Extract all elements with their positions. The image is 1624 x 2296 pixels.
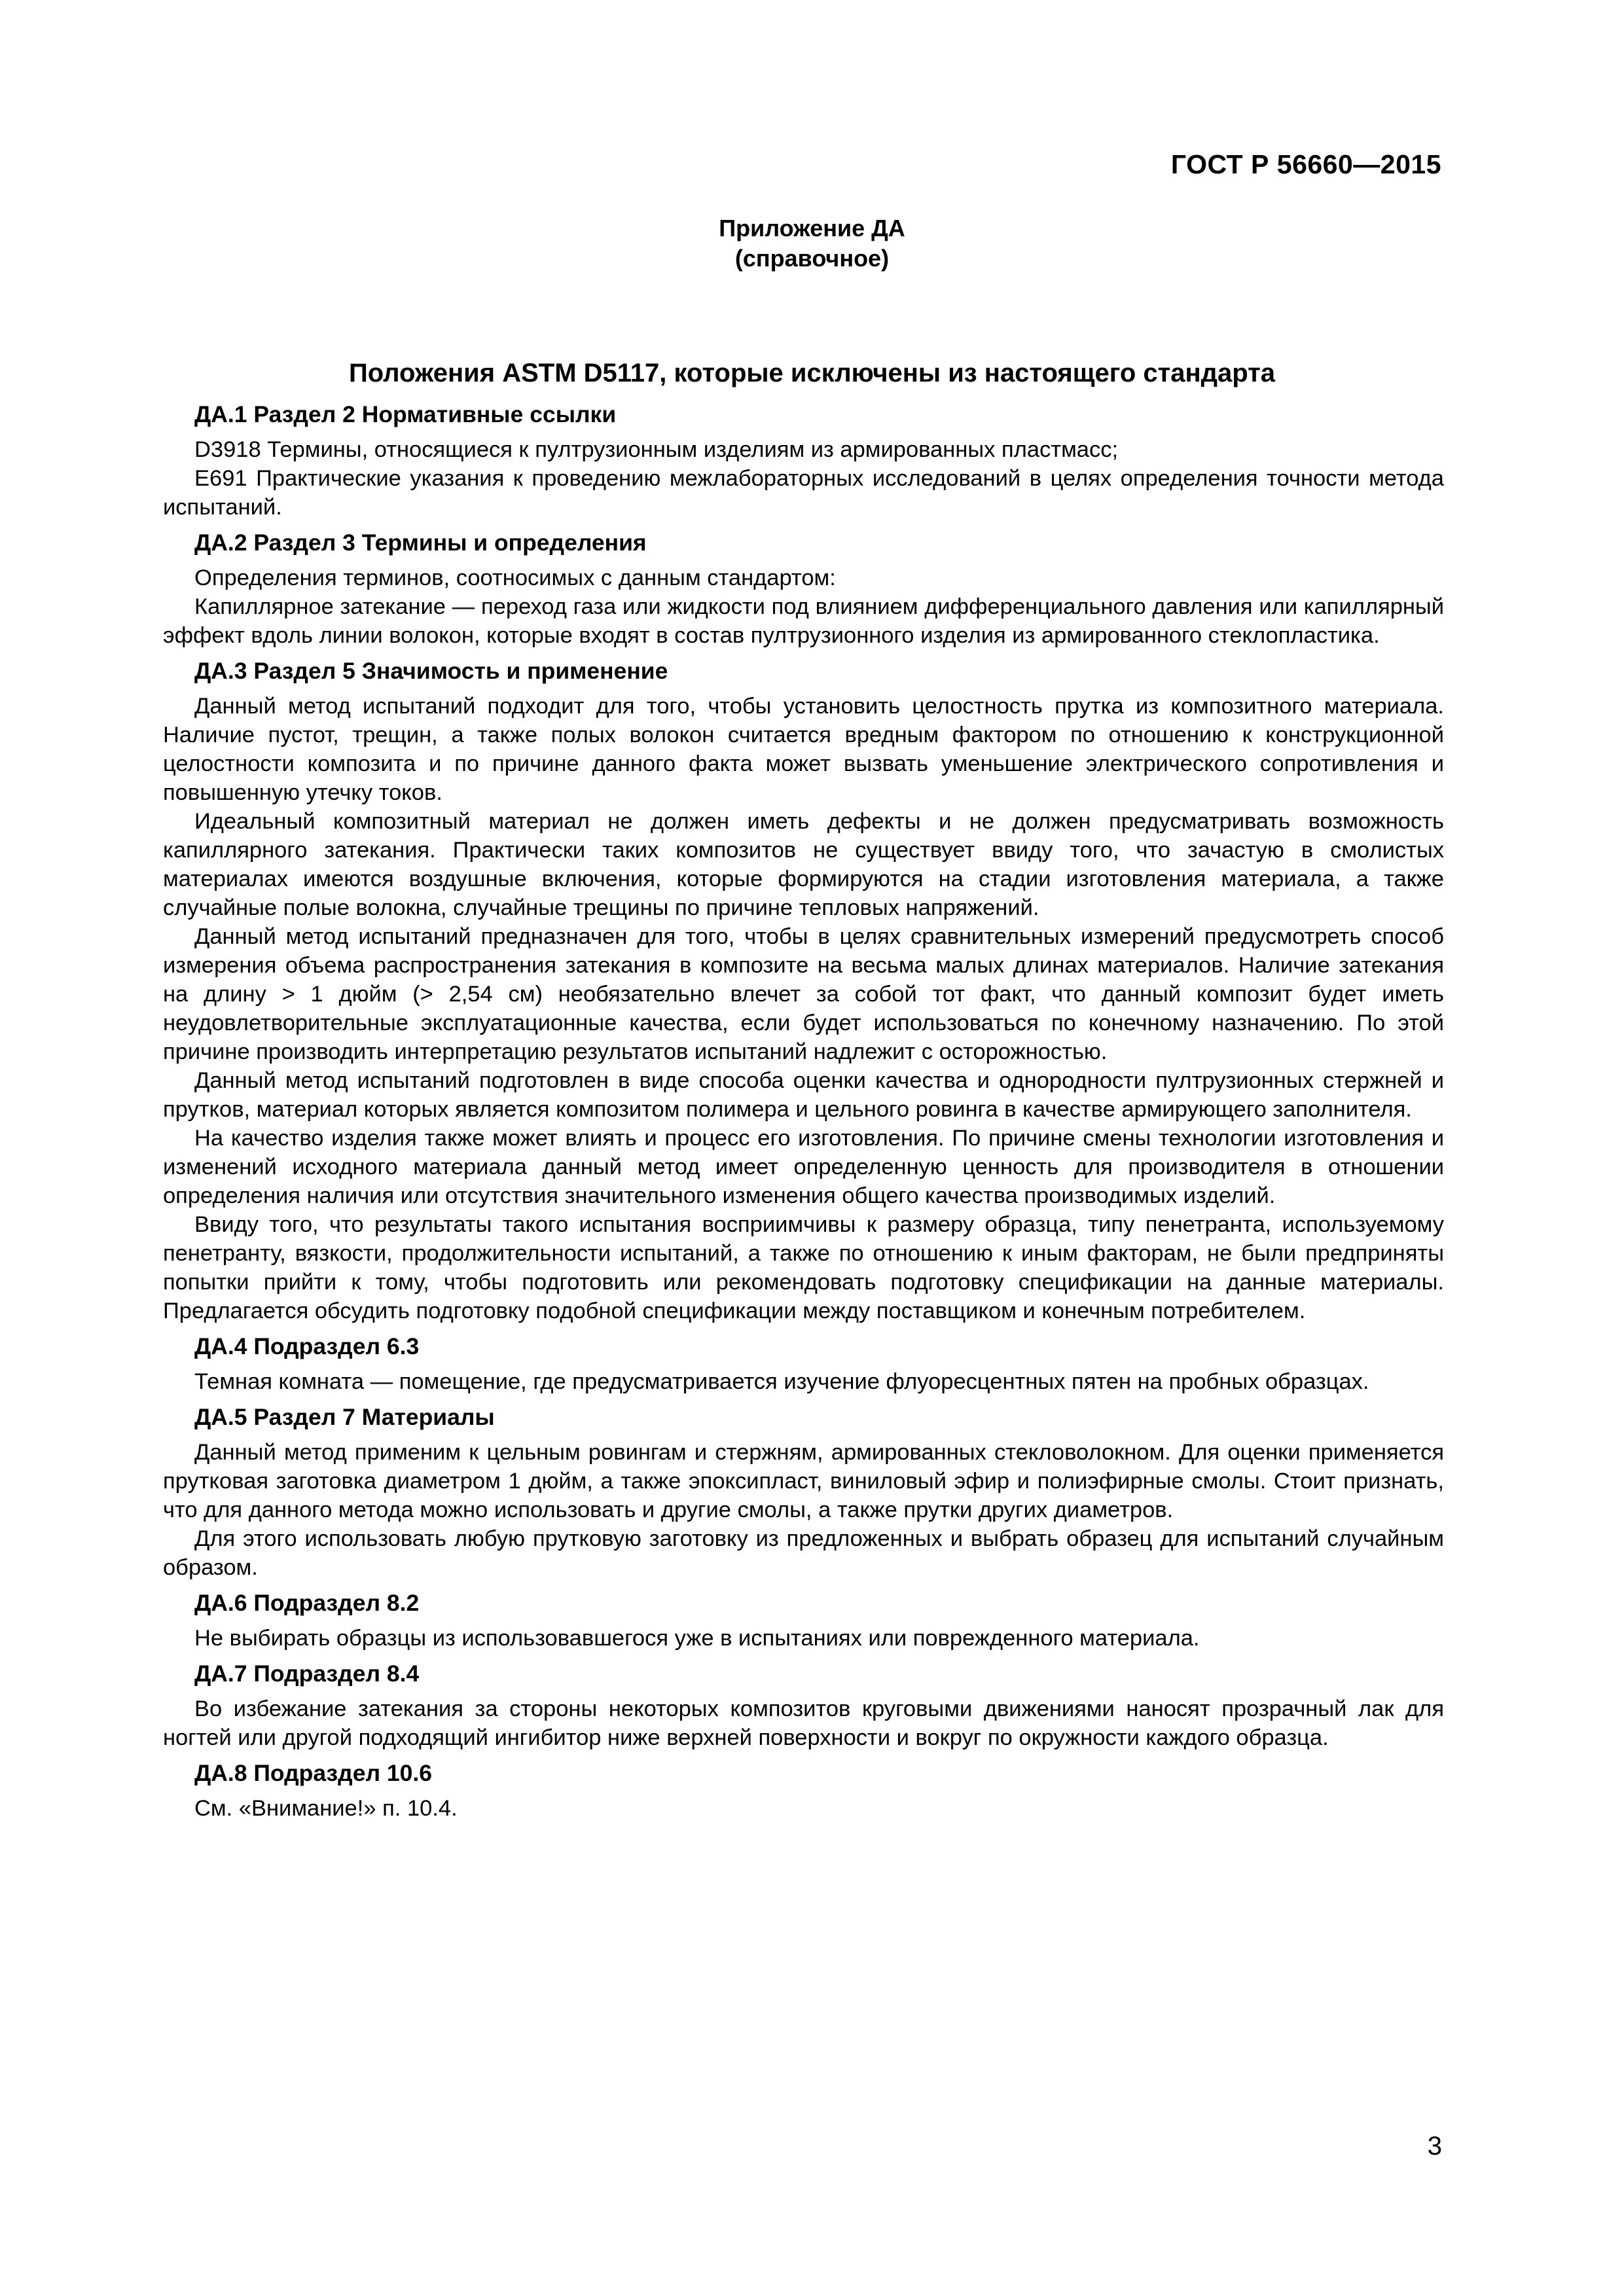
section-heading: ДА.8 Подраздел 10.6: [194, 1760, 432, 1786]
section-heading: ДА.4 Подраздел 6.3: [194, 1333, 420, 1359]
paragraph: E691 Практические указания к проведению межлабораторных исследований в целях определения точности метода испытаний.: [163, 466, 1444, 520]
paragraph: D3918 Термины, относящиеся к пултрузионным изделиям из армированных пластмасс;: [194, 437, 1119, 462]
paragraph: Данный метод испытаний подходит для того, чтобы установить целостность прутка из композитного материала. Наличие пустот, трещин, а также полых волокон считается вредным фактором по отношению к конструкционной целостности композита и по причине данного факта может вызвать уменьшение электрического сопротивления и повышенную утечку токов.: [163, 694, 1444, 805]
paragraph: Темная комната — помещение, где предусматривается изучение флуоресцентных пятен на пробных образцах.: [194, 1369, 1369, 1394]
section-heading: ДА.6 Подраздел 8.2: [194, 1590, 420, 1616]
appendix-subtitle: (справочное): [734, 245, 890, 272]
paragraph: На качество изделия также может влиять и процесс его изготовления. По причине смены технологии изготовления и изменений исходного материала данный метод имеет определенную ценность для производителя в отношении определения наличия или отсутствия значительного изменения общего качества производимых изделий.: [163, 1126, 1444, 1208]
paragraph: Для этого использовать любую прутковую заготовку из предложенных и выбрать образец для испытаний случайным образом.: [163, 1526, 1444, 1580]
paragraph: Капиллярное затекание — переход газа или жидкости под влиянием дифференциального давления или капиллярный эффект вдоль линии волокон, которые входят в состав пултрузионного изделия из армированного стеклопластика.: [163, 594, 1444, 648]
paragraph: Не выбирать образцы из использовавшегося уже в испытаниях или поврежденного материала.: [194, 1626, 1200, 1651]
document-code: ГОСТ Р 56660—2015: [1170, 149, 1441, 179]
paragraph: Данный метод испытаний подготовлен в виде способа оценки качества и однородности пултрузионных стержней и прутков, материал которых является композитом полимера и цельного ровинга в качестве армирующего заполнителя.: [163, 1068, 1444, 1122]
section-heading: ДА.2 Раздел 3 Термины и определения: [194, 529, 647, 556]
document-body: [163, 400, 1444, 1823]
paragraph: Определения терминов, соотносимых с данным стандартом:: [194, 565, 836, 590]
section-heading: ДА.7 Подраздел 8.4: [194, 1660, 420, 1687]
paragraph: Данный метод испытаний предназначен для того, чтобы в целях сравнительных измерений предусмотреть способ измерения объема распространения затекания в композите на весьма малых длинах материалов. Наличие затекания на длину > 1 дюйм (> 2,54 см) необязательно влечет за собой тот факт, что данный композит будет иметь неудовлетворительные эксплуатационные качества, если будет использоваться по конечному назначению. По этой причине производить интерпретацию результатов испытаний надлежит с осторожностью.: [163, 924, 1444, 1064]
paragraph: Ввиду того, что результаты такого испытания восприимчивы к размеру образца, типу пенетранта, используемому пенетранту, вязкости, продолжительности испытаний, а также по отношению к иным факторам, не были предприняты попытки прийти к тому, чтобы подготовить или рекомендовать подготовку спецификации на данные материалы. Предлагается обсудить подготовку подобной спецификации между поставщиком и конечным потребителем.: [163, 1212, 1444, 1323]
main-title: Положения ASTM D5117, которые исключены из настоящего стандарта: [348, 359, 1276, 387]
section-heading: ДА.3 Раздел 5 Значимость и применение: [194, 658, 668, 684]
paragraph: См. «Внимание!» п. 10.4.: [194, 1796, 458, 1821]
page-number: 3: [1427, 2132, 1442, 2161]
paragraph: Данный метод применим к цельным ровингам и стержням, армированных стекловолокном. Для оценки применяется прутковая заготовка диаметром 1 дюйм, а также эпоксипласт, виниловый эфир и полиэфирные смолы. Стоит признать, что для данного метода можно использовать и другие смолы, а также прутки других диаметров.: [163, 1440, 1444, 1522]
section-heading: ДА.5 Раздел 7 Материалы: [194, 1404, 495, 1430]
appendix-title: Приложение ДА: [719, 215, 905, 242]
section-heading: ДА.1 Раздел 2 Нормативные ссылки: [194, 401, 617, 427]
paragraph: Во избежание затекания за стороны некоторых композитов круговыми движениями наносят прозрачный лак для ногтей или другой подходящий ингибитор ниже верхней поверхности и вокруг по окружности каждого образца.: [163, 1696, 1444, 1750]
paragraph: Идеальный композитный материал не должен иметь дефекты и не должен предусматривать возможность капиллярного затекания. Практически таких композитов не существует ввиду того, что зачастую в смолистых материалах имеются воздушные включения, которые формируются на стадии изготовления материала, а также случайные полые волокна, случайные трещины по причине тепловых напряжений.: [163, 809, 1444, 920]
